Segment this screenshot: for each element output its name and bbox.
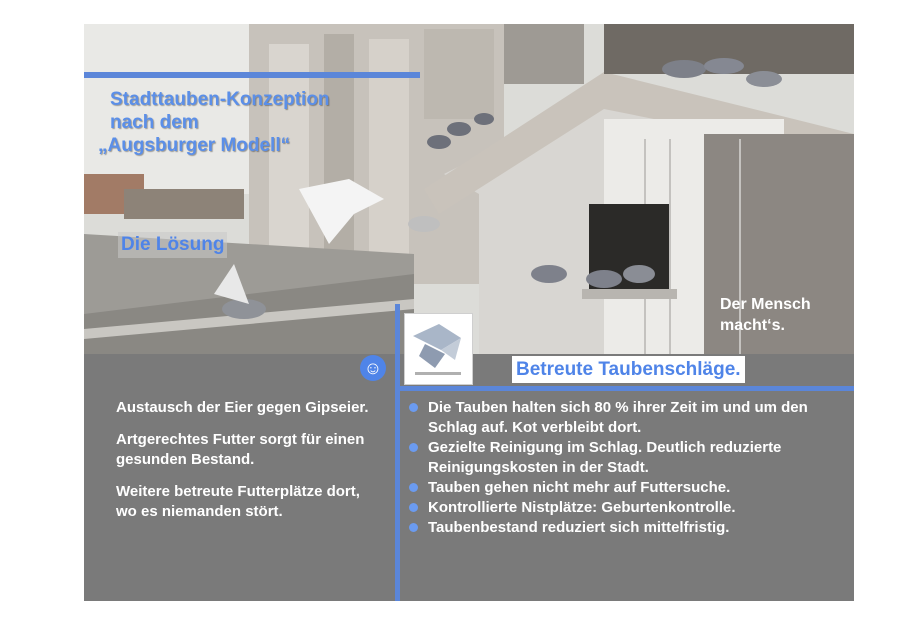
- title-line-1: Stadttauben-Konzeption: [110, 89, 330, 110]
- list-item: [406, 478, 851, 498]
- bullet-icon: [409, 523, 418, 532]
- organization-logo: [404, 313, 473, 385]
- solution-label: Die Lösung: [118, 232, 227, 258]
- smiley-icon: ☺: [360, 355, 386, 381]
- benefit-list: [406, 398, 851, 538]
- accent-line-vertical: [395, 304, 400, 601]
- list-item-text: Kontrollierte Nistplätze: Geburtenkontrolle.: [428, 499, 736, 516]
- left-paragraph: Weitere betreute Futterplätze dort, wo es niemanden stört.: [116, 483, 360, 520]
- bullet-icon: [409, 483, 418, 492]
- list-item-text: Die Tauben halten sich 80 % ihrer Zeit im und um den Schlag auf. Kot verbleibt dort.: [428, 399, 808, 436]
- title-line-3: „Augsburger Modell“: [98, 135, 291, 156]
- bullet-icon: [409, 403, 418, 412]
- list-item-text: Gezielte Reinigung im Schlag. Deutlich reduzierte Reinigungskosten in der Stadt.: [428, 439, 782, 476]
- accent-line-middle: [400, 386, 854, 391]
- people-caption-line-1: Der Mensch: [720, 296, 811, 313]
- list-item: [406, 518, 851, 538]
- slide: [84, 24, 854, 601]
- slide-title: [98, 88, 330, 157]
- accent-line-top: [84, 72, 420, 78]
- bird-logo-icon: [405, 314, 472, 384]
- left-paragraph: Austausch der Eier gegen Gipseier.: [116, 399, 369, 416]
- title-line-2: nach dem: [110, 112, 199, 133]
- list-item-text: Taubenbestand reduziert sich mittelfristig.: [428, 519, 730, 536]
- list-item: [406, 438, 851, 478]
- bullet-icon: [409, 503, 418, 512]
- list-item-text: Tauben gehen nicht mehr auf Futtersuche.: [428, 479, 731, 496]
- left-paragraph: Artgerechtes Futter sorgt für einen gesunden Bestand.: [116, 431, 365, 468]
- list-item: [406, 498, 851, 518]
- list-item: [406, 398, 851, 438]
- people-caption: [720, 294, 811, 336]
- people-caption-line-2: macht‘s.: [720, 317, 785, 334]
- headline: Betreute Taubenschläge.: [512, 356, 745, 383]
- left-column: [116, 398, 384, 534]
- bullet-icon: [409, 443, 418, 452]
